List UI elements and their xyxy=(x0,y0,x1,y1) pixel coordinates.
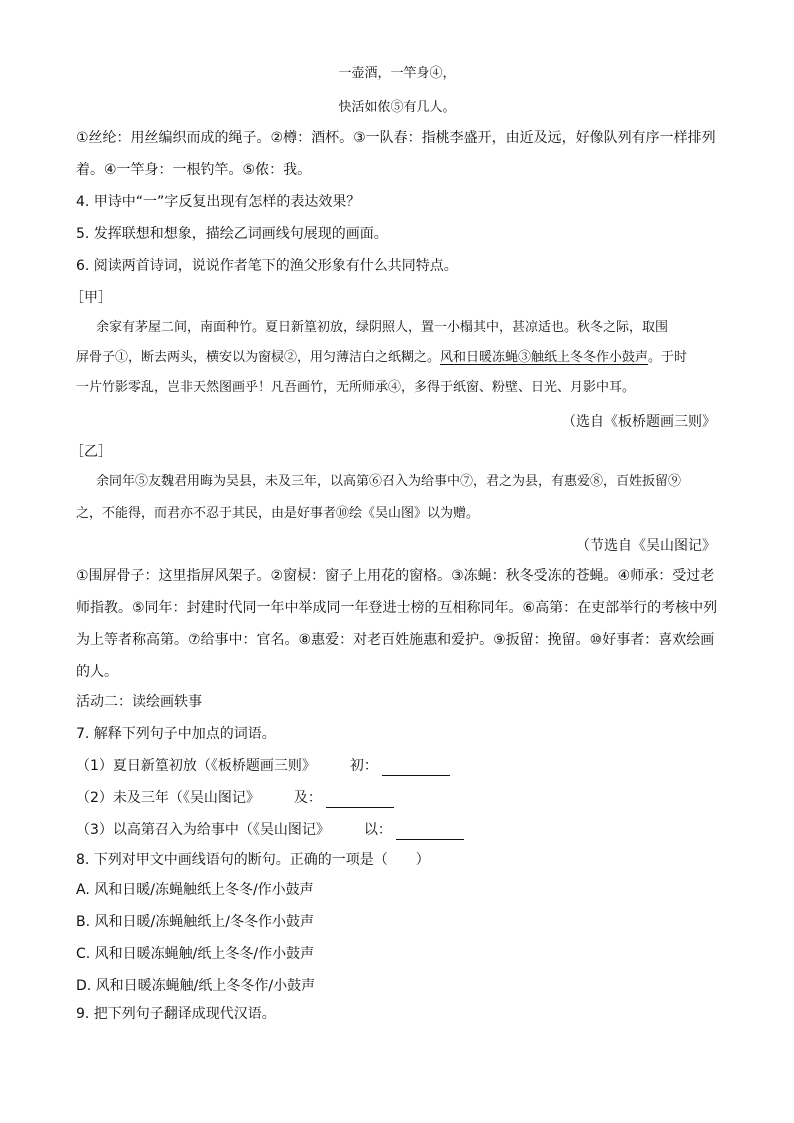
q7-item-word: 以： xyxy=(363,822,392,838)
jia-text-pre: 屏骨子①，断去两头，横安以为窗棂②，用匀薄洁白之纸糊之。 xyxy=(76,350,441,365)
question-6: 6. 阅读两首诗词，说说作者笔下的渔父形象有什么共同特点。 xyxy=(76,258,458,274)
question-9: 9. 把下列句子翻译成现代汉语。 xyxy=(76,1006,276,1022)
option-c[interactable]: C. 风和日暖冻蝇触/纸上冬冬/作小鼓声 xyxy=(76,946,315,962)
poem-note-line: 着。④一竿身：一根钓竿。⑤侬：我。 xyxy=(76,162,312,178)
q7-item-word: 及： xyxy=(293,790,322,806)
jia-text-line: 余家有茅屋二间，南面种竹。夏日新篁初放，绿阴照人，置一小榻其中，甚凉适也。秋冬之际，取围 xyxy=(96,320,669,335)
q7-item-word: 初： xyxy=(349,758,378,774)
question-4: 4. 甲诗中“一”字反复出现有怎样的表达效果？ xyxy=(76,194,361,210)
prose-note-line: 的人。 xyxy=(76,664,118,680)
activity-heading: 活动二：读绘画轶事 xyxy=(76,694,202,710)
question-7-stem: 7. 解释下列句子中加点的词语。 xyxy=(76,726,276,742)
yi-text-line: 之，不能得，而君亦不忍于其民，由是好事者⑩绘《吴山图》以为赠。 xyxy=(76,506,480,521)
question-7-item xyxy=(76,788,734,808)
prose-note-line: 为上等者称高第。⑦给事中：官名。⑧惠爱：对老百姓施惠和爱护。⑨扳留：挽留。⑩好事者：喜欢绘画 xyxy=(76,632,715,648)
question-8-stem: 8. 下列对甲文中画线语句的断句。正确的一项是（ ） xyxy=(76,852,430,868)
answer-blank[interactable] xyxy=(326,791,394,808)
jia-text-line xyxy=(76,348,734,368)
jia-source: （选自《板桥题画三则》 xyxy=(562,414,716,430)
q7-item-text: （3）以高第召入为给事中（《吴山图记》 xyxy=(76,822,330,838)
answer-blank[interactable] xyxy=(396,823,464,840)
option-a[interactable]: A. 风和日暖/冻蝇触纸上冬冬/作小鼓声 xyxy=(76,882,314,898)
poem-note-line: ①丝纶：用丝编织而成的绳子。②樽：酒杯。③一队春：指桃李盛开，由近及远，好像队列有序一样排列 xyxy=(76,130,716,146)
poem-line-1: 一壶酒，一竿身④， xyxy=(338,66,456,81)
question-7-item xyxy=(76,820,734,840)
option-b[interactable]: B. 风和日暖/冻蝇触纸上/冬冬作小鼓声 xyxy=(76,914,314,930)
question-7-item xyxy=(76,756,734,776)
answer-blank[interactable] xyxy=(382,759,450,776)
yi-source: （节选自《吴山图记》 xyxy=(576,538,716,554)
yi-label: ［乙］ xyxy=(70,444,112,460)
jia-text-post: 。于时 xyxy=(648,350,688,365)
question-5: 5. 发挥联想和想象，描绘乙词画线句展现的画面。 xyxy=(76,226,388,242)
jia-underlined-sentence: 风和日暖冻蝇③触纸上冬冬作小鼓声 xyxy=(440,350,649,365)
option-d[interactable]: D. 风和日暖冻蝇触/纸上冬冬作/小鼓声 xyxy=(76,978,316,994)
poem-line-2: 快活如侬⑤有几人。 xyxy=(338,100,456,115)
yi-text-line: 余同年⑤友魏君用晦为吴县，未及三年，以高第⑥召入为给事中⑦，君之为县，有惠爱⑧，百姓扳留⑨ xyxy=(96,474,682,489)
prose-note-line: ①围屏骨子：这里指屏风架子。②窗棂：窗子上用花的窗格。③冻蝇：秋冬受冻的苍蝇。④师承：受过老 xyxy=(76,568,715,584)
prose-note-line: 师指教。⑤同年：封建时代同一年中举成同一年登进士榜的互相称同年。⑥高第：在吏部举行的考核中列 xyxy=(76,600,718,616)
q7-item-text: （1）夏日新篁初放（《板桥题画三则》 xyxy=(76,758,316,774)
q7-item-text: （2）未及三年（《吴山图记》 xyxy=(76,790,260,806)
jia-label: ［甲］ xyxy=(70,290,112,306)
jia-text-line: 一片竹影零乱，岂非天然图画乎！凡吾画竹，无所师承④，多得于纸窗、粉壁、日光、月影中耳。 xyxy=(76,380,636,395)
